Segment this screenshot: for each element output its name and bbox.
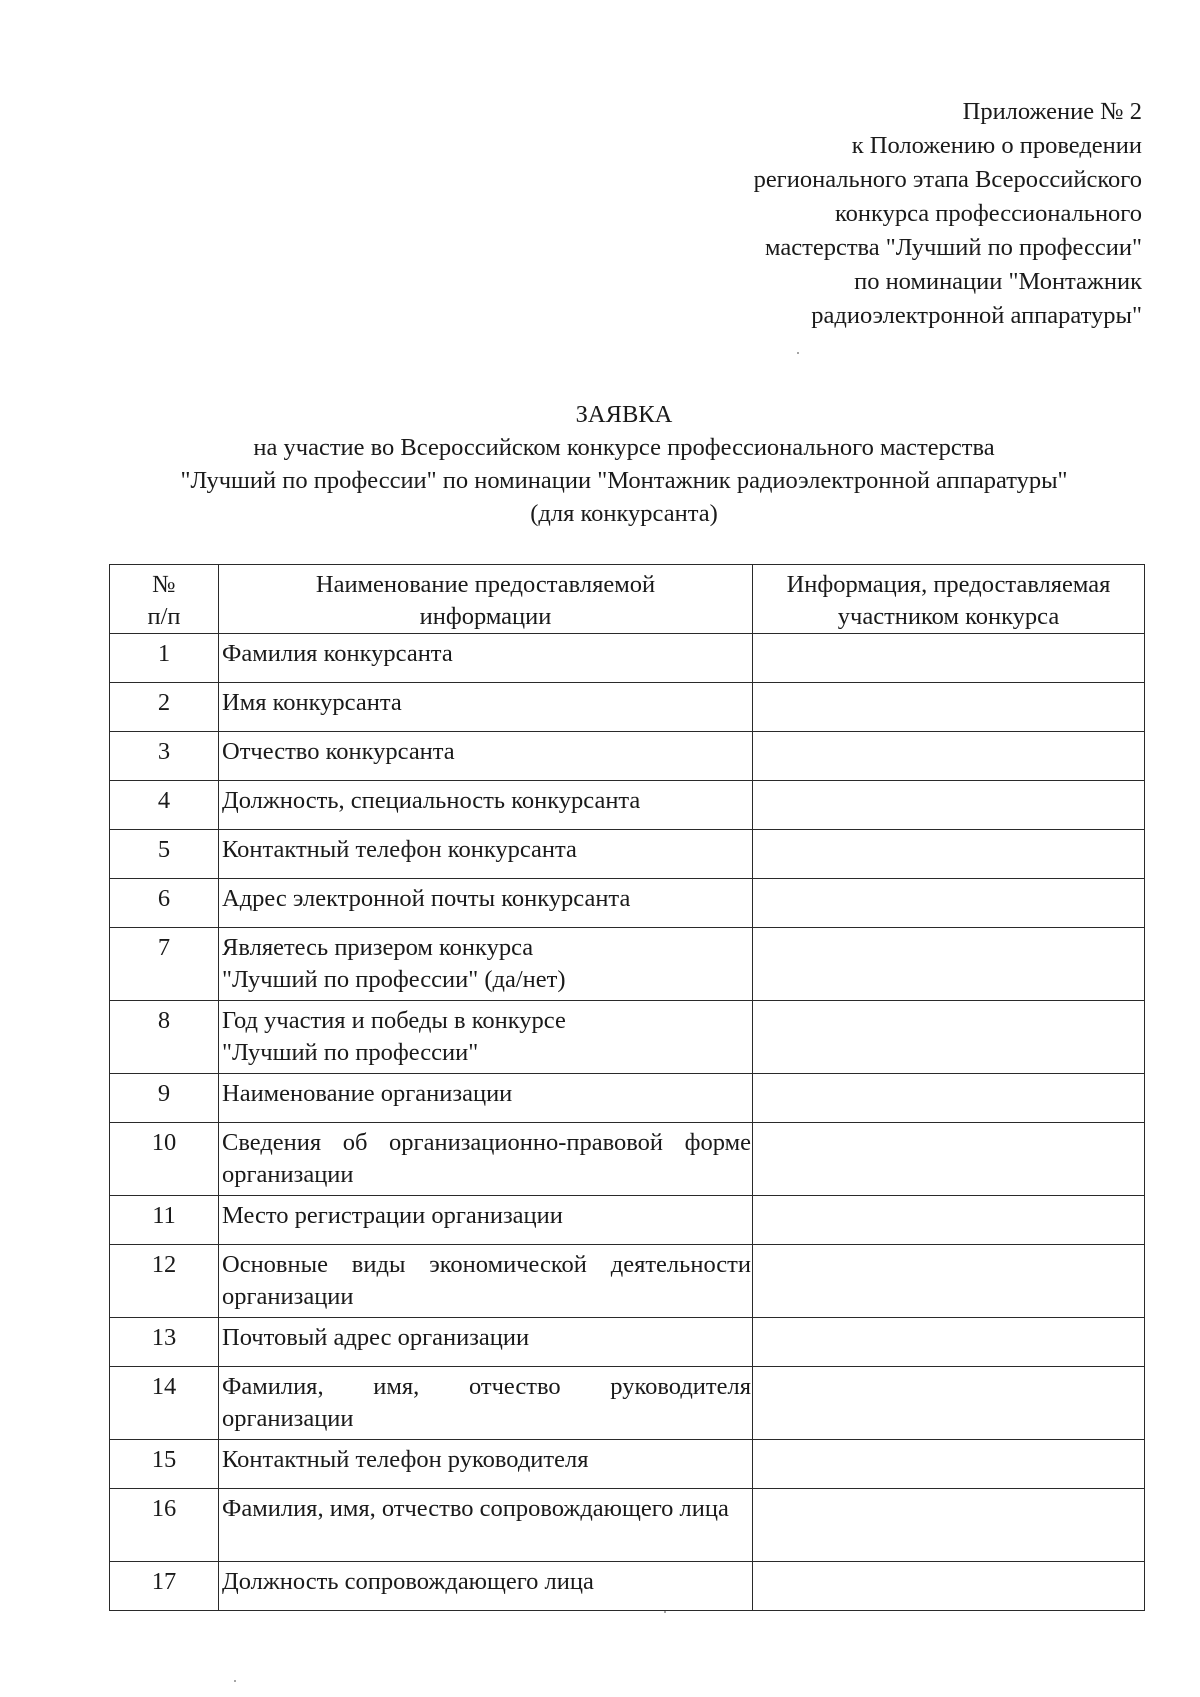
appendix-line: Приложение № 2	[962, 98, 1142, 125]
appendix-block	[582, 95, 1142, 333]
row-info-cell[interactable]	[753, 1440, 1145, 1489]
row-label	[219, 928, 753, 1001]
row-number: 17	[110, 1562, 219, 1611]
row-label: Отчество конкурсанта	[219, 732, 753, 781]
table-row	[110, 1562, 1145, 1611]
row-info-cell[interactable]	[753, 781, 1145, 830]
row-number: 13	[110, 1318, 219, 1367]
row-label-line: Год участия и победы в конкурсе	[222, 1007, 566, 1034]
row-label: Место регистрации организации	[219, 1196, 753, 1245]
row-label: Фамилия, имя, отчество руководителя организации	[219, 1367, 753, 1440]
row-number: 4	[110, 781, 219, 830]
table-header-row	[110, 565, 1145, 634]
row-label: Должность, специальность конкурсанта	[219, 781, 753, 830]
row-label-line: "Лучший по профессии" (да/нет)	[222, 966, 566, 993]
row-info-cell[interactable]	[753, 1367, 1145, 1440]
table-row	[110, 732, 1145, 781]
document-subtitle-line: на участие во Всероссийском конкурсе профессионального мастерства	[253, 434, 995, 461]
row-label	[219, 1001, 753, 1074]
table-row	[110, 879, 1145, 928]
row-label: Контактный телефон руководителя	[219, 1440, 753, 1489]
row-label: Основные виды экономической деятельности организации	[219, 1245, 753, 1318]
row-info-cell[interactable]	[753, 1318, 1145, 1367]
row-number: 6	[110, 879, 219, 928]
appendix-line: регионального этапа Всероссийского	[753, 166, 1142, 193]
header-info-line: участником конкурса	[837, 603, 1060, 630]
row-info-cell[interactable]	[753, 1074, 1145, 1123]
header-number-line: №	[152, 571, 176, 598]
table-row	[110, 928, 1145, 1001]
row-number: 16	[110, 1489, 219, 1562]
document-subtitle-line: "Лучший по профессии" по номинации "Монтажник радиоэлектронной аппаратуры"	[180, 467, 1068, 494]
row-label: Фамилия конкурсанта	[219, 634, 753, 683]
header-name-line: информации	[419, 603, 552, 630]
row-info-cell[interactable]	[753, 830, 1145, 879]
row-number: 10	[110, 1123, 219, 1196]
header-number	[110, 565, 219, 634]
row-number: 14	[110, 1367, 219, 1440]
table-row	[110, 634, 1145, 683]
document-heading: ЗАЯВКА	[575, 401, 673, 428]
table-row	[110, 1196, 1145, 1245]
scan-speck	[797, 352, 799, 354]
row-info-cell[interactable]	[753, 732, 1145, 781]
row-info-cell[interactable]	[753, 1245, 1145, 1318]
appendix-line: мастерства "Лучший по профессии"	[765, 234, 1142, 261]
row-number: 2	[110, 683, 219, 732]
row-label: Фамилия, имя, отчество сопровождающего лица	[219, 1489, 753, 1562]
header-number-line: п/п	[147, 603, 181, 630]
table-row	[110, 830, 1145, 879]
row-label: Адрес электронной почты конкурсанта	[219, 879, 753, 928]
row-info-cell[interactable]	[753, 1489, 1145, 1562]
table-row	[110, 1367, 1145, 1440]
row-number: 1	[110, 634, 219, 683]
row-number: 11	[110, 1196, 219, 1245]
row-number: 9	[110, 1074, 219, 1123]
table-row	[110, 1489, 1145, 1562]
row-number: 3	[110, 732, 219, 781]
application-form-table	[109, 564, 1145, 1611]
table-row	[110, 1123, 1145, 1196]
row-info-cell[interactable]	[753, 1562, 1145, 1611]
row-label: Контактный телефон конкурсанта	[219, 830, 753, 879]
table-row	[110, 1318, 1145, 1367]
appendix-line: к Положению о проведении	[851, 132, 1142, 159]
row-label-line: Являетесь призером конкурса	[222, 934, 534, 961]
row-label: Наименование организации	[219, 1074, 753, 1123]
row-label: Сведения об организационно-правовой форме организации	[219, 1123, 753, 1196]
table-row	[110, 1074, 1145, 1123]
document-subtitle-line: (для конкурсанта)	[530, 500, 718, 527]
appendix-line: конкурса профессионального	[835, 200, 1142, 227]
row-info-cell[interactable]	[753, 879, 1145, 928]
row-number: 7	[110, 928, 219, 1001]
row-number: 5	[110, 830, 219, 879]
row-label: Почтовый адрес организации	[219, 1318, 753, 1367]
appendix-line: радиоэлектронной аппаратуры"	[811, 302, 1142, 329]
header-name	[219, 565, 753, 634]
row-label: Имя конкурсанта	[219, 683, 753, 732]
table-row	[110, 781, 1145, 830]
header-name-line: Наименование предоставляемой	[315, 571, 656, 598]
row-info-cell[interactable]	[753, 634, 1145, 683]
row-number: 8	[110, 1001, 219, 1074]
row-info-cell[interactable]	[753, 1001, 1145, 1074]
header-info-line: Информация, предоставляемая	[786, 571, 1111, 598]
scan-speck	[664, 1611, 666, 1613]
table-row	[110, 1245, 1145, 1318]
row-label-line: "Лучший по профессии"	[222, 1039, 479, 1066]
row-label: Должность сопровождающего лица	[219, 1562, 753, 1611]
scan-speck	[234, 1680, 236, 1682]
appendix-line: по номинации "Монтажник	[854, 268, 1142, 295]
row-info-cell[interactable]	[753, 928, 1145, 1001]
table-row	[110, 1001, 1145, 1074]
row-info-cell[interactable]	[753, 1196, 1145, 1245]
row-number: 12	[110, 1245, 219, 1318]
table-row	[110, 683, 1145, 732]
table-row	[110, 1440, 1145, 1489]
header-info	[753, 565, 1145, 634]
row-info-cell[interactable]	[753, 683, 1145, 732]
title-block	[0, 398, 1200, 530]
row-number: 15	[110, 1440, 219, 1489]
row-info-cell[interactable]	[753, 1123, 1145, 1196]
